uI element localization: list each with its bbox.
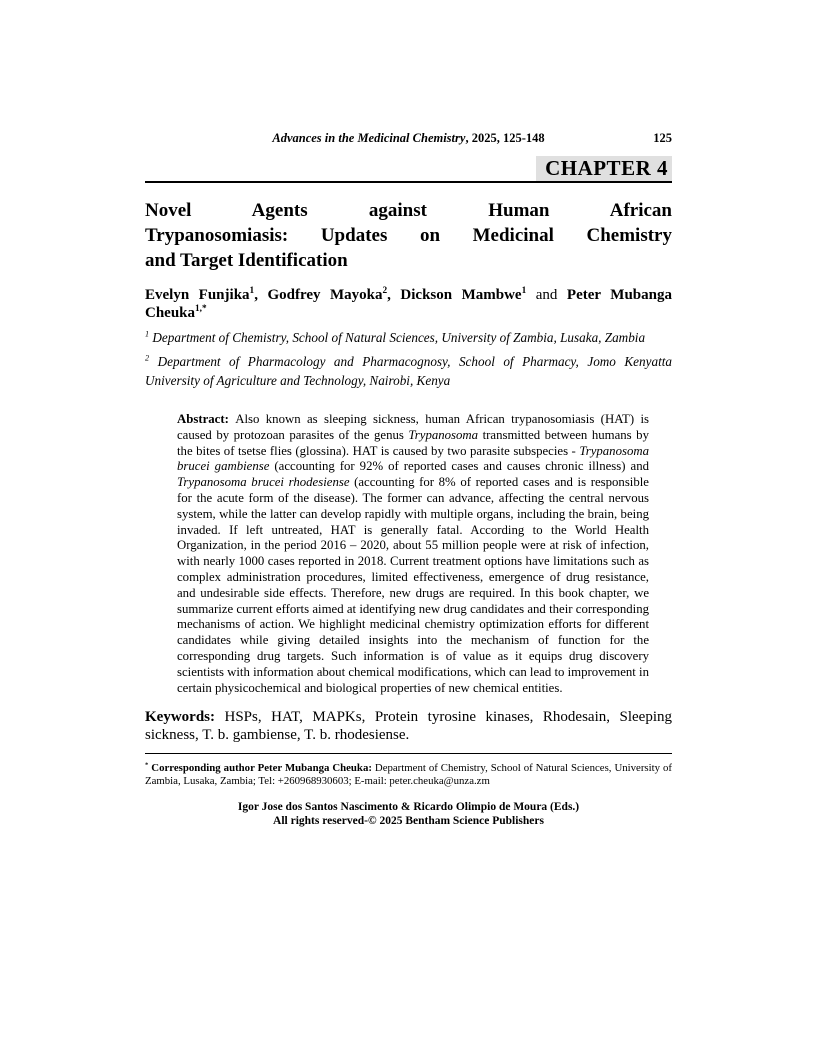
abstract-paragraph: Abstract: Also known as sleeping sickness, human African trypanosomiasis (HAT) is caused by protozoan parasites of the genus Trypanosoma transmitted between humans by the bites of tsetse flies (glossina). HAT is caused by two parasite subspecies - Trypanosoma brucei gambiense (accounting for 92% of reported cases and causes chronic illness) and Trypanosoma brucei rhodesiense (accounting for 8% of reported cases and is responsible for the acute form of the disease). The former can advance, affecting the central nervous system, while the latter can develop rapidly with multiple organs, including the brain, being invaded. If left untreated, HAT is generally fatal. According to the World Health Organization, in the period 2016 – 2020, about 55 million people were at risk of infection, with nearly 1000 cases reported in 2018. Current treatment options have limitations such as complex administration procedures, limited effectiveness, emergence of drug resistance, and undesirable side effects. Therefore, new drugs are required. In this book chapter, we summarize current efforts aimed at identifying new drug candidates and their corresponding mechanisms of action. We highlight medicinal chemistry optimization efforts for different candidates while giving detailed insights into the mechanism of function for the corresponding drug targets. Such information is of value as it equips drug discovery scientists with information about chemical modifications, which can lead to improvement in certain physicochemical and biological properties of new chemical entities. (177, 412, 649, 695)
journal-citation: Advances in the Medicinal Chemistry, 2025, 125-148 (272, 131, 545, 145)
chapter-label: CHAPTER 4 (536, 156, 672, 181)
running-head (145, 131, 672, 148)
chapter-heading (145, 156, 672, 183)
chapter-title-line-1: Novel Agents against Human African (145, 200, 672, 221)
imprint-block (145, 801, 672, 828)
editors-line: Igor Jose dos Santos Nascimento & Ricardo Olimpio de Moura (Eds.) (237, 801, 580, 814)
affiliation-2: $^2$ Department of Pharmacology and Pharmacognosy, School of Pharmacy, Jomo Kenyatta University of Agriculture and Technology, Nairobi, Kenya (145, 353, 672, 388)
corresponding-author-footnote: * Corresponding author Peter Mubanga Cheuka: Department of Chemistry, School of Natural Sciences, University of Zambia, Lusaka, Zambia; Tel: +260968930603; E-mail: peter.cheuka@unza.zm (145, 761, 672, 788)
keywords-paragraph: Keywords: HSPs, HAT, MAPKs, Protein tyrosine kinases, Rhodesain, Sleeping sickness, T. b. gambiense, T. b. rhodesiense. (145, 709, 672, 743)
chapter-title-line-3: and Target Identification (145, 250, 348, 271)
copyright-line: All rights reserved-© 2025 Bentham Science Publishers (273, 814, 544, 827)
authors-line: Evelyn Funjika$^1$, Godfrey Mayoka$^2$, Dickson Mambwe$^1$ and Peter Mubanga Cheuka$^{1,*}$ (145, 286, 672, 321)
page-content (145, 0, 672, 828)
chapter-title (145, 198, 672, 273)
footnote-divider (145, 753, 672, 754)
chapter-title-line-2: Trypanosomiasis: Updates on Medicinal Chemistry (145, 225, 672, 246)
page-number: 125 (653, 131, 672, 145)
affiliation-1: $^1$ Department of Chemistry, School of Natural Sciences, University of Zambia, Lusaka, Zambia (145, 329, 646, 345)
